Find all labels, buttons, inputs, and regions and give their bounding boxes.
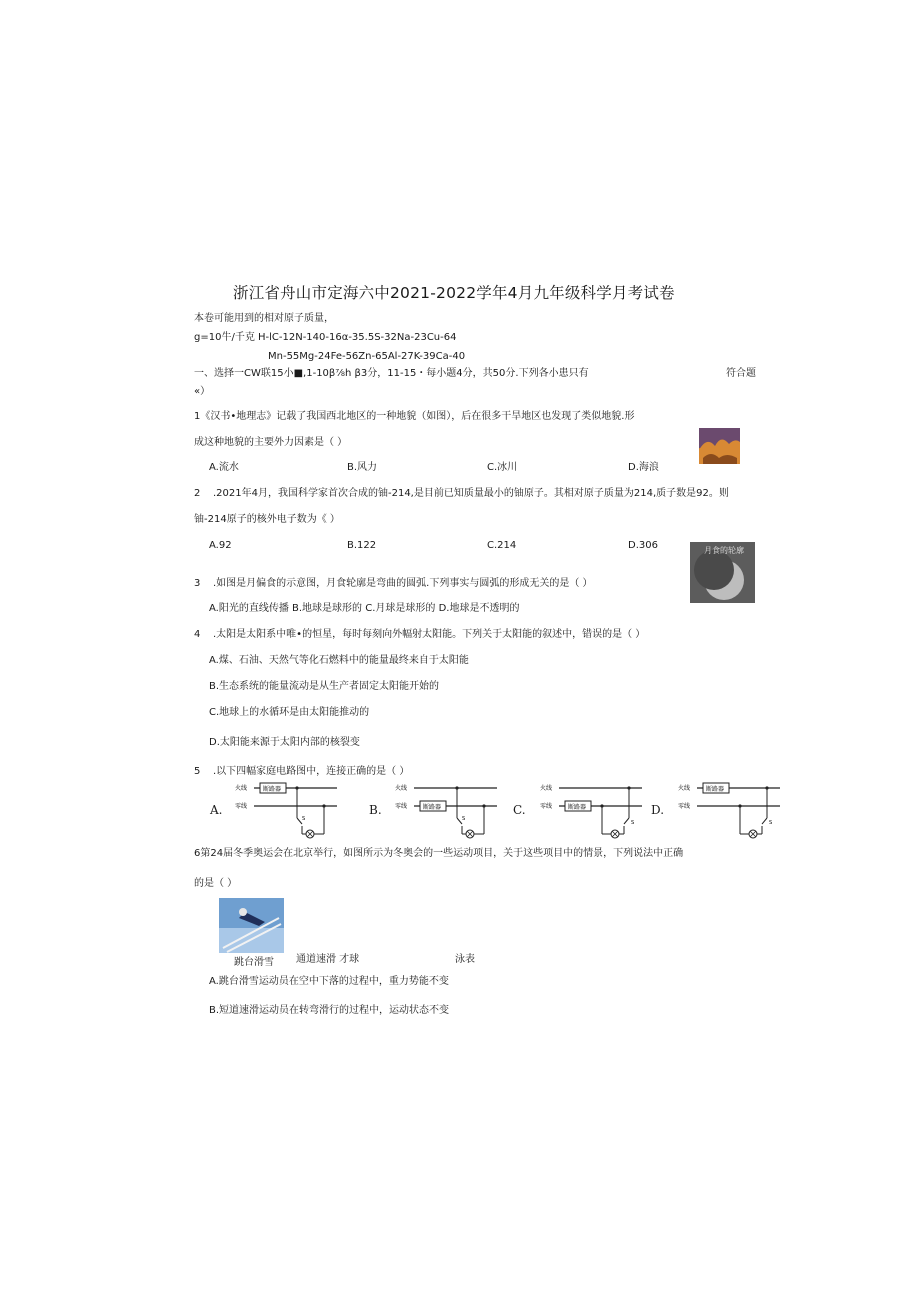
q1-stem-line-1: 1《汉书•地理志》记载了我国西北地区的一种地貌（如图），后在很多干旱地区也发现了类似地貌.形: [194, 411, 635, 422]
circuit-diagram-b: [392, 780, 502, 840]
q6-option-a: A.跳台滑雪运动员在空中下落的过程中，重力势能不变: [209, 976, 449, 987]
intro-line-3: Mn-55Mg-24Fe-56Zn-65Al-27K-39Ca-40: [268, 351, 466, 362]
breaker-label: 断路器: [568, 804, 587, 811]
q2-option-a: A.92: [209, 540, 232, 551]
q5-option-b-letter: B.: [369, 803, 382, 817]
q5-stem: .以下四幅家庭电路图中，连接正确的是（ ）: [213, 766, 410, 777]
live-wire-label: 火线: [235, 785, 248, 792]
neutral-wire-label: 零线: [235, 803, 248, 810]
q2-number: 2: [194, 488, 201, 499]
caption-speed-skating: 通道速滑 才球: [296, 954, 360, 965]
landform-photo: [699, 428, 740, 464]
ski-jumping-photo: [219, 898, 284, 953]
neutral-wire-label: 零线: [678, 803, 691, 810]
circuit-diagram-c: [537, 780, 647, 840]
q4-option-d: D.太阳能来源于太阳内部的核裂变: [209, 737, 360, 748]
switch-label: S: [302, 816, 306, 822]
section-1-header: 一、选择一CW联15小■,1-10β⅞h β3分，11-15・每小题4分，共50分.下列各小患只有: [194, 368, 589, 379]
q3-options: A.阳光的直线传播 B.地球是球形的 C.月球是球形的 D.地球是不透明的: [209, 603, 520, 614]
q2-option-d: D.306: [628, 540, 658, 551]
live-wire-label: 火线: [395, 785, 408, 792]
section-1-header-line-2: «）: [194, 386, 211, 397]
q4-option-b: B.生态系统的能量流动是从生产者固定太阳能开始的: [209, 681, 440, 692]
circuit-diagram-d: [675, 780, 785, 840]
switch-label: S: [631, 820, 635, 826]
caption-ski-jumping: 跳台滑雪: [234, 957, 274, 968]
neutral-wire-label: 零线: [395, 803, 408, 810]
lunar-eclipse-photo: [690, 542, 755, 603]
q5-option-c-letter: C.: [513, 803, 526, 817]
q2-stem-line-1: .2021年4月，我国科学家首次合成的铀-214,是目前已知质量最小的铀原子。其相对原子质量为214,质子数是92。则: [213, 488, 729, 499]
q5-option-d-letter: D.: [651, 803, 665, 817]
breaker-label: 断路器: [263, 786, 282, 793]
q6-stem-line-2: 的是（ ）: [194, 878, 238, 889]
section-1-header-right: 符合题: [726, 368, 756, 379]
switch-label: S: [462, 816, 466, 822]
q3-number: 3: [194, 578, 201, 589]
intro-line-2: g=10牛/千克 H-lC-12N-140-16α-35.5S-32Na-23Cu-64: [194, 332, 457, 343]
q5-option-a-letter: A.: [210, 803, 223, 817]
q2-option-b: B.122: [347, 540, 377, 551]
q2-stem-line-2: 铀-214原子的核外电子数为《 ）: [194, 514, 340, 525]
q4-option-a: A.煤、石油、天然气等化石燃料中的能量最终来自于太阳能: [209, 655, 469, 666]
q1-stem-line-2: 成这种地貌的主要外力因素是（ ）: [194, 437, 348, 448]
q1-option-c: C.冰川: [487, 462, 518, 473]
caption-third: 泳表: [455, 954, 475, 965]
q1-option-d: D.海浪: [628, 462, 659, 473]
q4-number: 4: [194, 629, 201, 640]
q1-option-a: A.流水: [209, 462, 239, 473]
q2-option-c: C.214: [487, 540, 517, 551]
switch-label: S: [769, 820, 773, 826]
live-wire-label: 火线: [678, 785, 691, 792]
q6-option-b: B.短道速滑运动员在转弯滑行的过程中，运动状态不变: [209, 1005, 450, 1016]
eclipse-caption: 月食的轮廓: [704, 546, 744, 555]
q5-number: 5: [194, 766, 201, 777]
circuit-diagram-a: [232, 780, 342, 840]
breaker-label: 断路器: [423, 804, 442, 811]
q6-stem-line-1: 6第24届冬季奥运会在北京举行，如图所示为冬奥会的一些运动项目，关于这些项目中的情景，下列说法中正确: [194, 848, 684, 859]
neutral-wire-label: 零线: [540, 803, 553, 810]
page-title: 浙江省舟山市定海六中2021-2022学年4月九年级科学月考试卷: [233, 284, 675, 302]
q4-stem: .太阳是太阳系中唯•的恒星，每时每刻向外幅射太阳能。下列关于太阳能的叙述中，错误的是（ ）: [213, 629, 646, 640]
q4-option-c: C.地球上的水循环是由太阳能推动的: [209, 707, 370, 718]
intro-line-1: 本卷可能用到的相对原子质量，: [194, 313, 334, 324]
q3-stem: .如图是月偏食的示意图，月食轮廓是弯曲的圆弧.下列事实与圆弧的形成无关的是（ ）: [213, 578, 593, 589]
breaker-label: 断路器: [706, 786, 725, 793]
q1-option-b: B.风力: [347, 462, 378, 473]
live-wire-label: 火线: [540, 785, 553, 792]
